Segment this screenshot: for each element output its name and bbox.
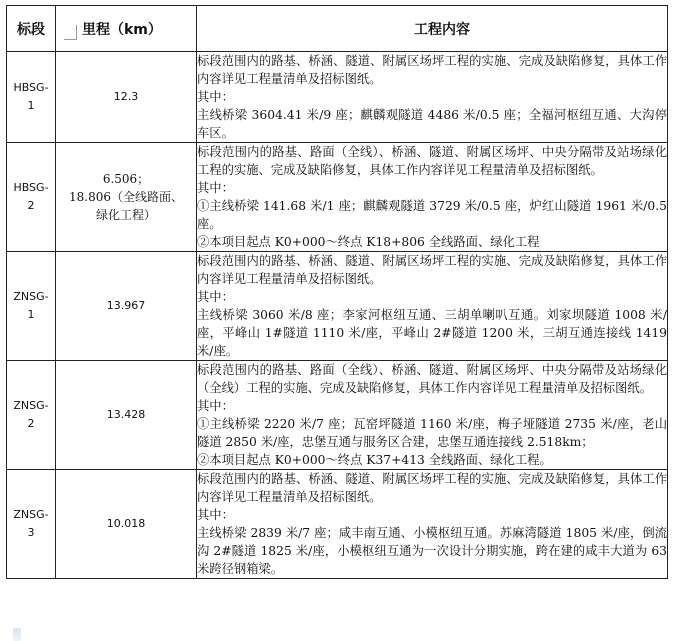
content-paragraph: 标段范围内的路基、路面（全线）、桥涵、隧道、附属区场坪、中央分隔带及站场绿化（全线）工程的实施、完成及缺陷修复，具体工作内容详见工程量清单及招标图纸。	[197, 363, 667, 395]
mileage-cell	[56, 52, 197, 143]
content-paragraph: ②本项目起点 K0+000～终点 K37+413 全线路面、绿化工程。	[197, 453, 552, 467]
table-row	[7, 361, 668, 470]
mileage-line: 18.806（全线路面、	[69, 190, 183, 204]
scan-artifact-mark	[13, 628, 21, 641]
table-row	[7, 470, 668, 579]
bid-section-table	[6, 5, 668, 579]
content-cell	[197, 470, 668, 579]
mileage-cell	[56, 143, 197, 252]
content-paragraph: 标段范围内的路基、桥涵、隧道、附属区场坪工程的实施、完成及缺陷修复，具体工作内容详见工程量清单及招标图纸。	[197, 54, 667, 86]
header-mileage	[56, 6, 197, 52]
content-paragraph: 标段范围内的路基、桥涵、隧道、附属区场坪工程的实施、完成及缺陷修复，具体工作内容详见工程量清单及招标图纸。	[197, 472, 667, 504]
section-code-line: HBSG-	[13, 81, 49, 94]
content-paragraph: 主线桥梁 3060 米/8 座；李家河枢纽互通、三胡单喇叭互通。刘家坝隧道 1008 米/座，平峰山 1#隧道 1110 米/座，平峰山 2#隧道 1200 米，三胡互通连接线 1419 米/座。	[197, 308, 667, 358]
header-section: 标段	[7, 6, 56, 52]
section-code-line: ZNSG-	[13, 508, 49, 521]
content-paragraph: ①主线桥梁 141.68 米/1 座；麒麟观隧道 3729 米/0.5 座，炉红山隧道 1961 米/0.5 座。	[197, 199, 667, 231]
content-paragraph: 其中：	[197, 399, 234, 413]
mileage-line: 10.018	[106, 517, 146, 530]
content-paragraph: 其中：	[197, 90, 234, 104]
section-code-line: 2	[27, 417, 35, 430]
mileage-line: 13.967	[106, 299, 146, 312]
table-row	[7, 52, 668, 143]
content-paragraph: 其中：	[197, 181, 234, 195]
mileage-line: 6.506；	[102, 172, 150, 186]
mileage-cell	[56, 361, 197, 470]
header-row	[7, 6, 668, 52]
mileage-cell	[56, 470, 197, 579]
section-code-line: 1	[27, 308, 35, 321]
content-paragraph: 标段范围内的路基、桥涵、隧道、附属区场坪工程的实施、完成及缺陷修复，具体工作内容详见工程量清单及招标图纸。	[197, 254, 667, 286]
content-cell	[197, 252, 668, 361]
header-mileage-label: 里程（km）	[82, 21, 162, 38]
section-code-line: 3	[27, 526, 35, 539]
section-cell	[7, 252, 56, 361]
section-code-line: 1	[27, 99, 35, 112]
table-row	[7, 252, 668, 361]
section-code-line: ZNSG-	[13, 290, 49, 303]
content-cell	[197, 361, 668, 470]
header-content	[197, 6, 668, 52]
content-paragraph: 其中：	[197, 290, 234, 304]
content-paragraph: 标段范围内的路基、路面（全线）、桥涵、隧道、附属区场坪、中央分隔带及站场绿化工程的实施、完成及缺陷修复，具体工作内容详见工程量清单及招标图纸。	[197, 145, 667, 177]
header-content-label: 工程内容	[414, 21, 470, 38]
mileage-line: 13.428	[106, 408, 146, 421]
content-cell	[197, 52, 668, 143]
content-paragraph: 主线桥梁 2839 米/7 座；咸丰南互通、小模枢纽互通。苏麻湾隧道 1805 米/座，倒流沟 2#隧道 1825 米/座，小模枢纽互通为一次设计分期实施，跨在建的咸丰大道为 63 米跨径钢箱梁。	[197, 526, 667, 576]
table-row	[7, 143, 668, 252]
mileage-line: 12.3	[113, 90, 139, 103]
content-paragraph: ①主线桥梁 2220 米/7 座；瓦窑坪隧道 1160 米/座，梅子垭隧道 2735 米/座，老山隧道 2850 米/座，忠堡互通与服务区合建，忠堡互通连接线 2.518km；	[197, 417, 667, 449]
mileage-line: 绿化工程）	[95, 208, 156, 222]
section-cell	[7, 143, 56, 252]
content-cell	[197, 143, 668, 252]
content-paragraph: 主线桥梁 3604.41 米/9 座；麒麟观隧道 4486 米/0.5 座；全福河枢纽互通、大沟停车区。	[197, 108, 667, 140]
mileage-cell	[56, 252, 197, 361]
corner-mark-icon	[64, 25, 77, 40]
content-paragraph: ②本项目起点 K0+000～终点 K18+806 全线路面、绿化工程	[197, 235, 540, 249]
section-code-line: HBSG-	[13, 181, 49, 194]
section-code-line: ZNSG-	[13, 399, 49, 412]
content-paragraph: 其中：	[197, 508, 234, 522]
section-cell	[7, 52, 56, 143]
section-cell	[7, 470, 56, 579]
section-code-line: 2	[27, 199, 35, 212]
section-cell	[7, 361, 56, 470]
